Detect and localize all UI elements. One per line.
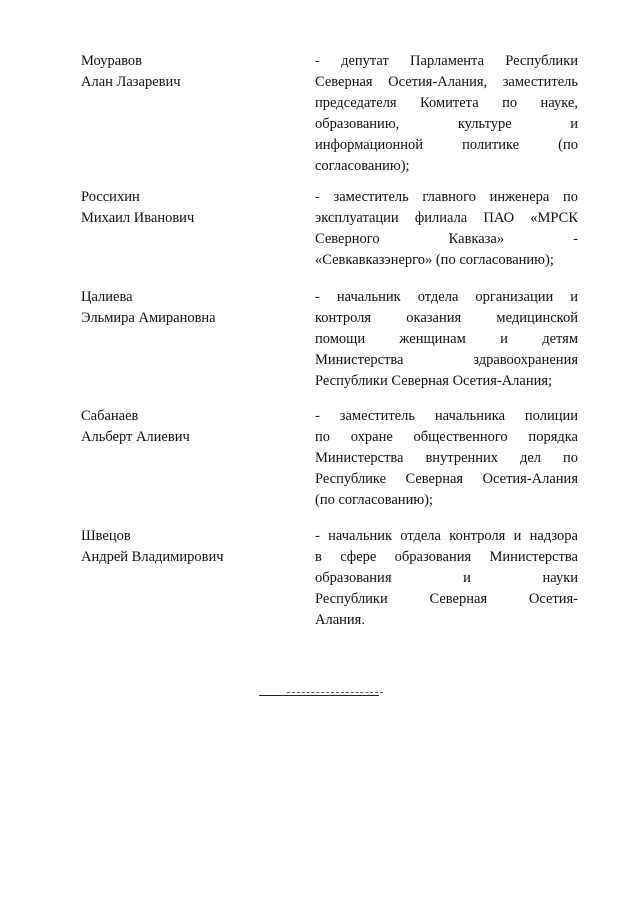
description-line: контроля оказания медицинской — [315, 310, 578, 326]
member-given-names: Альберт Алиевич — [81, 429, 190, 445]
member-surname: Швецов — [81, 528, 131, 544]
description-line: Северного Кавказа» - — [315, 231, 578, 247]
member-description — [315, 287, 578, 392]
description-line: Министерства здравоохранения — [315, 352, 578, 368]
member-surname: Россихин — [81, 189, 140, 205]
member-surname: Цалиева — [81, 289, 133, 305]
description-line: информационной политике (по — [315, 137, 578, 153]
member-name — [81, 406, 190, 448]
description-line: (по согласованию); — [315, 492, 434, 508]
description-line: - заместитель главного инженера по — [315, 189, 578, 205]
member-name — [81, 187, 194, 229]
member-name — [81, 526, 224, 568]
description-line: по охране общественного порядка — [315, 429, 578, 445]
description-line: - начальник отдела организации и — [315, 289, 578, 305]
description-line: Алания. — [315, 612, 365, 628]
description-line: Республике Северная Осетия-Алания — [315, 471, 578, 487]
description-line: - заместитель начальника полиции — [315, 408, 578, 424]
description-line: в сфере образования Министерства — [315, 549, 578, 565]
member-surname: Сабанаев — [81, 408, 139, 424]
description-line: Министерства внутренних дел по — [315, 450, 578, 466]
member-name — [81, 51, 181, 93]
member-name — [81, 287, 216, 329]
description-line: Северная Осетия-Алания, заместитель — [315, 74, 578, 90]
description-line: - депутат Парламента Республики — [315, 53, 578, 69]
description-line: эксплуатации филиала ПАО «МРСК — [315, 210, 578, 226]
member-description — [315, 406, 578, 511]
closing-divider — [259, 695, 379, 696]
description-line: председателя Комитета по науке, — [315, 95, 578, 111]
member-description — [315, 187, 578, 271]
member-surname: Моуравов — [81, 53, 143, 69]
description-line: помощи женщинам и детям — [315, 331, 578, 347]
description-line: Республики Северная Осетия- — [315, 591, 578, 607]
member-given-names: Андрей Владимирович — [81, 549, 224, 565]
description-line: согласованию); — [315, 158, 410, 174]
description-line: образования и науки — [315, 570, 578, 586]
description-line: «Севкавказэнерго» (по согласованию); — [315, 252, 554, 268]
description-line: Республики Северная Осетия-Алания; — [315, 373, 553, 389]
member-description — [315, 51, 578, 177]
member-description — [315, 526, 578, 631]
member-given-names: Михаил Иванович — [81, 210, 195, 226]
member-given-names: Эльмира Амирановна — [81, 310, 216, 326]
member-given-names: Алан Лазаревич — [81, 74, 181, 90]
description-line: - начальник отдела контроля и надзора — [315, 528, 578, 544]
description-line: образованию, культуре и — [315, 116, 578, 132]
